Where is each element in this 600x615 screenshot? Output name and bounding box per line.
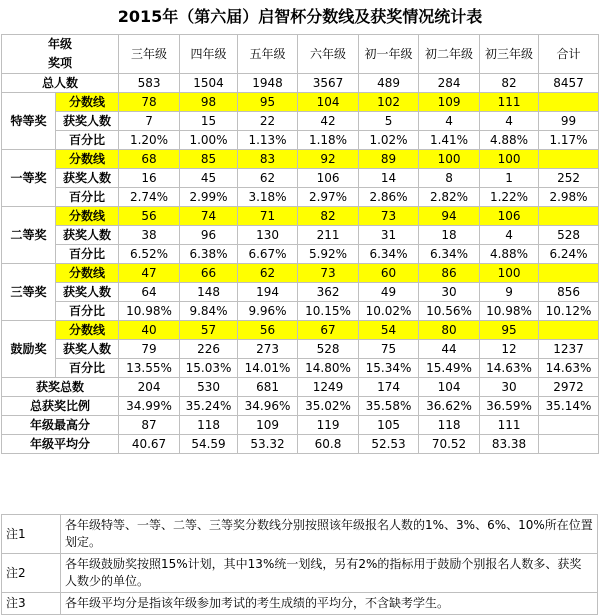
table-cell: 1.18% [298,131,359,150]
table-cell: 174 [359,378,419,397]
table-cell: 10.15% [298,302,359,321]
award-row [2,321,599,340]
table-cell: 204 [119,378,180,397]
table-cell: 15.34% [359,359,419,378]
table-cell: 10.98% [480,302,539,321]
table-cell: 73 [359,207,419,226]
table-cell: 98 [180,93,238,112]
table-cell [539,321,599,340]
table-cell: 38 [119,226,180,245]
note-label: 注2 [2,554,61,593]
table-cell: 5.92% [298,245,359,264]
award-row [2,169,599,188]
table-cell: 1.02% [359,131,419,150]
table-cell: 35.24% [180,397,238,416]
table-cell: 3.18% [238,188,298,207]
notes-table [1,514,598,615]
row-label: 年级平均分 [2,435,119,454]
table-cell: 89 [359,150,419,169]
table-cell: 100 [419,150,480,169]
column-header: 三年级 [119,35,180,74]
table-cell: 362 [298,283,359,302]
table-cell: 14.63% [539,359,599,378]
column-header: 五年级 [238,35,298,74]
table-cell: 49 [359,283,419,302]
sub-label: 获奖人数 [56,340,119,359]
award-name: 二等奖 [2,207,56,264]
table-cell: 60.8 [298,435,359,454]
award-row [2,112,599,131]
table-cell: 70.52 [419,435,480,454]
table-cell: 6.34% [419,245,480,264]
summary-row [2,397,599,416]
table-cell: 6.24% [539,245,599,264]
table-cell: 6.52% [119,245,180,264]
header-grade-label: 年级 [48,37,73,51]
table-cell: 9 [480,283,539,302]
award-name: 三等奖 [2,264,56,321]
table-cell: 252 [539,169,599,188]
table-cell: 34.99% [119,397,180,416]
table-cell: 95 [480,321,539,340]
table-cell: 6.34% [359,245,419,264]
table-cell: 57 [180,321,238,340]
table-cell: 75 [359,340,419,359]
table-cell: 53.32 [238,435,298,454]
note-row [2,593,598,615]
table-cell: 73 [298,264,359,283]
table-cell: 1.22% [480,188,539,207]
table-cell: 35.02% [298,397,359,416]
award-row [2,188,599,207]
table-cell: 68 [119,150,180,169]
note-text: 各年级鼓励奖按照15%计划，其中13%统一划线，另有2%的指标用于鼓励个别报名人数多、获奖人数少的单位。 [61,554,598,593]
table-cell: 13.55% [119,359,180,378]
table-cell: 85 [180,150,238,169]
sub-label: 百分比 [56,302,119,321]
table-cell: 83 [238,150,298,169]
table-cell [539,207,599,226]
table-cell: 9.96% [238,302,298,321]
award-row [2,226,599,245]
sub-label: 分数线 [56,321,119,340]
table-cell: 111 [480,416,539,435]
total-row [2,74,599,93]
sub-label: 百分比 [56,131,119,150]
table-cell: 284 [419,74,480,93]
sub-label: 获奖人数 [56,283,119,302]
sub-label: 获奖人数 [56,169,119,188]
table-cell: 2.74% [119,188,180,207]
table-cell: 8 [419,169,480,188]
award-row [2,131,599,150]
table-cell: 2.97% [298,188,359,207]
column-header: 四年级 [180,35,238,74]
table-cell: 22 [238,112,298,131]
table-cell: 40.67 [119,435,180,454]
table-cell: 56 [119,207,180,226]
sub-label: 分数线 [56,207,119,226]
table-cell: 6.38% [180,245,238,264]
table-cell: 1948 [238,74,298,93]
table-cell [539,150,599,169]
table-cell: 4 [480,226,539,245]
table-cell: 3567 [298,74,359,93]
table-cell: 67 [298,321,359,340]
table-cell: 10.02% [359,302,419,321]
table-cell: 104 [419,378,480,397]
table-cell: 82 [298,207,359,226]
table-cell: 30 [419,283,480,302]
note-row [2,554,598,593]
sub-label: 分数线 [56,264,119,283]
table-cell: 109 [238,416,298,435]
table-cell: 1.20% [119,131,180,150]
award-row [2,264,599,283]
table-cell: 83.38 [480,435,539,454]
table-cell: 87 [119,416,180,435]
table-cell: 273 [238,340,298,359]
note-label: 注3 [2,593,61,615]
table-cell: 5 [359,112,419,131]
table-cell: 42 [298,112,359,131]
award-row [2,283,599,302]
table-cell: 1.17% [539,131,599,150]
stats-table [1,34,599,454]
table-cell: 104 [298,93,359,112]
row-label: 总人数 [2,74,119,93]
table-cell: 62 [238,264,298,283]
table-cell: 1 [480,169,539,188]
table-cell: 35.14% [539,397,599,416]
table-cell: 36.62% [419,397,480,416]
table-cell: 10.56% [419,302,480,321]
table-cell: 60 [359,264,419,283]
table-cell: 10.12% [539,302,599,321]
header-corner [2,35,119,74]
table-cell: 1.41% [419,131,480,150]
table-cell: 35.58% [359,397,419,416]
table-cell: 79 [119,340,180,359]
header-award-label: 奖项 [48,56,73,70]
table-cell: 118 [419,416,480,435]
table-cell: 12 [480,340,539,359]
table-cell: 111 [480,93,539,112]
summary-row [2,416,599,435]
table-cell: 94 [419,207,480,226]
note-text: 各年级特等、一等、二等、三等奖分数线分别按照该年级报名人数的1%、3%、6%、10%所在位置划定。 [61,515,598,554]
header-row [2,35,599,74]
table-cell: 30 [480,378,539,397]
table-cell: 31 [359,226,419,245]
table-cell: 856 [539,283,599,302]
table-cell: 100 [480,264,539,283]
column-header: 合计 [539,35,599,74]
summary-row [2,435,599,454]
table-cell: 74 [180,207,238,226]
table-cell: 583 [119,74,180,93]
note-text: 各年级平均分是指该年级参加考试的考生成绩的平均分，不含缺考学生。 [61,593,598,615]
column-header: 初一年级 [359,35,419,74]
table-cell: 92 [298,150,359,169]
award-row [2,302,599,321]
award-row [2,359,599,378]
table-cell: 56 [238,321,298,340]
summary-row [2,378,599,397]
table-cell: 54.59 [180,435,238,454]
table-cell: 4.88% [480,131,539,150]
table-cell: 14 [359,169,419,188]
table-cell: 14.01% [238,359,298,378]
sub-label: 百分比 [56,188,119,207]
row-label: 获奖总数 [2,378,119,397]
table-cell: 100 [480,150,539,169]
table-cell: 2972 [539,378,599,397]
award-row [2,150,599,169]
table-cell: 40 [119,321,180,340]
table-cell: 2.86% [359,188,419,207]
table-cell: 1.13% [238,131,298,150]
table-cell: 16 [119,169,180,188]
table-cell: 96 [180,226,238,245]
table-cell: 530 [180,378,238,397]
table-cell: 528 [539,226,599,245]
table-cell: 1237 [539,340,599,359]
column-header: 初三年级 [480,35,539,74]
sub-label: 分数线 [56,150,119,169]
award-name: 特等奖 [2,93,56,150]
table-cell: 45 [180,169,238,188]
table-cell [539,416,599,435]
table-cell: 44 [419,340,480,359]
table-cell: 118 [180,416,238,435]
table-cell: 15 [180,112,238,131]
table-cell: 36.59% [480,397,539,416]
table-cell: 9.84% [180,302,238,321]
table-cell [539,93,599,112]
note-label: 注1 [2,515,61,554]
table-cell: 15.49% [419,359,480,378]
table-cell: 95 [238,93,298,112]
column-header: 初二年级 [419,35,480,74]
table-cell: 211 [298,226,359,245]
table-cell: 15.03% [180,359,238,378]
table-cell: 82 [480,74,539,93]
note-row [2,515,598,554]
table-cell: 4 [419,112,480,131]
sub-label: 获奖人数 [56,226,119,245]
award-name: 一等奖 [2,150,56,207]
table-cell: 18 [419,226,480,245]
table-cell: 109 [419,93,480,112]
table-cell: 1.00% [180,131,238,150]
table-cell: 226 [180,340,238,359]
stats-body [2,35,599,454]
table-cell: 14.80% [298,359,359,378]
table-cell: 34.96% [238,397,298,416]
table-cell: 681 [238,378,298,397]
table-cell: 1504 [180,74,238,93]
page-title: 2015年（第六届）启智杯分数线及获奖情况统计表 [117,7,483,26]
table-cell [539,264,599,283]
award-row [2,93,599,112]
notes-body [2,515,598,615]
table-cell: 99 [539,112,599,131]
table-cell: 2.99% [180,188,238,207]
table-cell: 528 [298,340,359,359]
table-cell: 86 [419,264,480,283]
row-label: 年级最高分 [2,416,119,435]
table-cell: 47 [119,264,180,283]
table-cell: 54 [359,321,419,340]
table-cell: 148 [180,283,238,302]
table-cell: 4 [480,112,539,131]
table-cell: 106 [480,207,539,226]
table-cell: 1249 [298,378,359,397]
row-label: 总获奖比例 [2,397,119,416]
table-cell: 106 [298,169,359,188]
award-row [2,207,599,226]
table-cell: 119 [298,416,359,435]
table-cell: 6.67% [238,245,298,264]
table-cell: 10.98% [119,302,180,321]
award-row [2,340,599,359]
table-cell: 102 [359,93,419,112]
table-cell: 2.98% [539,188,599,207]
table-cell: 71 [238,207,298,226]
table-cell: 105 [359,416,419,435]
sub-label: 百分比 [56,359,119,378]
sub-label: 百分比 [56,245,119,264]
award-row [2,245,599,264]
table-cell [539,435,599,454]
table-cell: 78 [119,93,180,112]
sub-label: 分数线 [56,93,119,112]
table-cell: 2.82% [419,188,480,207]
table-cell: 66 [180,264,238,283]
sub-label: 获奖人数 [56,112,119,131]
table-cell: 80 [419,321,480,340]
table-cell: 64 [119,283,180,302]
table-cell: 130 [238,226,298,245]
table-cell: 7 [119,112,180,131]
column-header: 六年级 [298,35,359,74]
table-cell: 8457 [539,74,599,93]
table-cell: 52.53 [359,435,419,454]
table-cell: 194 [238,283,298,302]
table-cell: 62 [238,169,298,188]
table-cell: 4.88% [480,245,539,264]
award-name: 鼓励奖 [2,321,56,378]
table-cell: 14.63% [480,359,539,378]
table-cell: 489 [359,74,419,93]
